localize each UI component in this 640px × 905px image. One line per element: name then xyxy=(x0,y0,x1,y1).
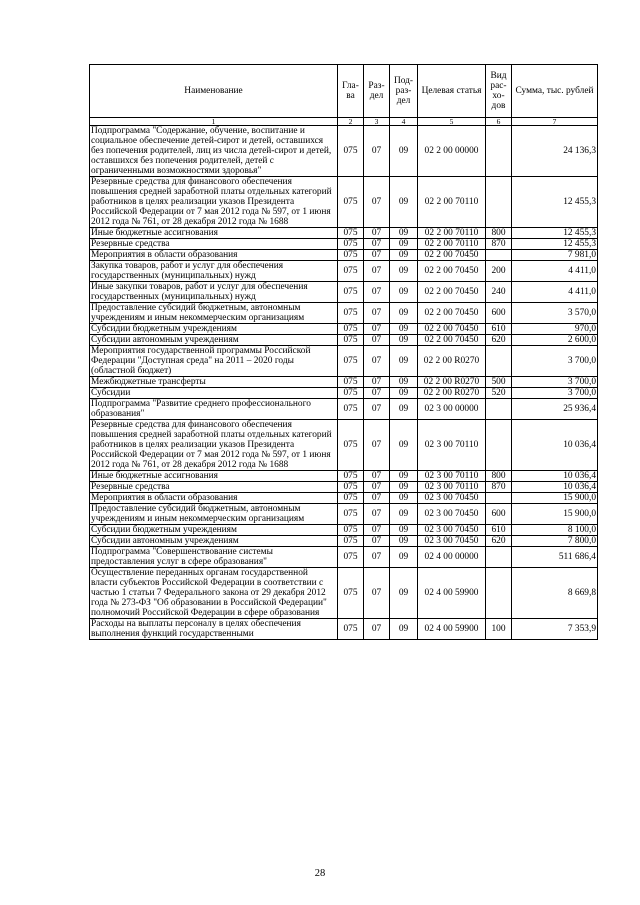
row-sum-cell: 10 036,4 xyxy=(512,482,598,493)
row-subsection-cell: 09 xyxy=(390,493,418,504)
table-row xyxy=(90,303,598,324)
row-subsection-cell: 09 xyxy=(390,377,418,388)
row-sum-cell: 15 900,0 xyxy=(512,504,598,525)
table-row xyxy=(90,568,598,619)
header-sum: Сумма, тыс. рублей xyxy=(512,65,598,118)
header-chapter: Гла-ва xyxy=(338,65,364,118)
row-sum-cell: 7 981,0 xyxy=(512,250,598,261)
row-section-cell: 07 xyxy=(364,346,390,377)
row-expense-type-cell: 200 xyxy=(486,261,512,282)
row-target-cell: 02 2 00 R0270 xyxy=(418,346,486,377)
column-number: 1 xyxy=(90,118,338,126)
row-subsection-cell: 09 xyxy=(390,536,418,547)
row-section-cell: 07 xyxy=(364,282,390,303)
row-sum-cell: 10 036,4 xyxy=(512,420,598,471)
row-name-cell: Иные закупки товаров, работ и услуг для обеспечения государственных (муниципальных) нужд xyxy=(90,282,338,303)
column-number: 4 xyxy=(390,118,418,126)
header-target: Целевая статья xyxy=(418,65,486,118)
row-sum-cell: 3 700,0 xyxy=(512,377,598,388)
row-subsection-cell: 09 xyxy=(390,346,418,377)
row-target-cell: 02 3 00 70110 xyxy=(418,482,486,493)
row-expense-type-cell: 610 xyxy=(486,324,512,335)
row-target-cell: 02 3 00 70450 xyxy=(418,536,486,547)
row-expense-type-cell xyxy=(486,568,512,619)
table-row xyxy=(90,324,598,335)
row-sum-cell: 3 700,0 xyxy=(512,388,598,399)
table-row xyxy=(90,504,598,525)
row-target-cell: 02 3 00 70450 xyxy=(418,504,486,525)
row-subsection-cell: 09 xyxy=(390,239,418,250)
table-row xyxy=(90,471,598,482)
row-expense-type-cell xyxy=(486,126,512,177)
row-subsection-cell: 09 xyxy=(390,547,418,568)
row-target-cell: 02 3 00 70450 xyxy=(418,525,486,536)
row-name-cell: Подпрограмма "Развитие среднего профессионального образования" xyxy=(90,399,338,420)
table-row xyxy=(90,482,598,493)
row-target-cell: 02 2 00 70450 xyxy=(418,324,486,335)
row-chapter-cell: 075 xyxy=(338,261,364,282)
row-name-cell: Мероприятия в области образования xyxy=(90,250,338,261)
row-sum-cell: 24 136,3 xyxy=(512,126,598,177)
table-row xyxy=(90,177,598,228)
row-name-cell: Расходы на выплаты персоналу в целях обеспечения выполнения функций государственными xyxy=(90,619,338,640)
row-chapter-cell: 075 xyxy=(338,346,364,377)
row-target-cell: 02 2 00 70450 xyxy=(418,261,486,282)
row-chapter-cell: 075 xyxy=(338,420,364,471)
row-section-cell: 07 xyxy=(364,303,390,324)
row-subsection-cell: 09 xyxy=(390,420,418,471)
table-row xyxy=(90,493,598,504)
row-chapter-cell: 075 xyxy=(338,239,364,250)
row-target-cell: 02 4 00 59900 xyxy=(418,619,486,640)
row-name-cell: Подпрограмма "Совершенствование системы предоставления услуг в сфере образования" xyxy=(90,547,338,568)
row-section-cell: 07 xyxy=(364,399,390,420)
row-name-cell: Субсидии автономным учреждениям xyxy=(90,536,338,547)
row-chapter-cell: 075 xyxy=(338,303,364,324)
header-row xyxy=(90,65,598,118)
row-name-cell: Подпрограмма "Содержание, обучение, воспитание и социальное обеспечение детей-сирот и детей, оставшихся без попечения родителей, лиц из числа детей-сирот и детей, оставшихся без попечения родителей, детей с ограниченными возможностями здоровья" xyxy=(90,126,338,177)
row-target-cell: 02 2 00 70450 xyxy=(418,303,486,324)
row-section-cell: 07 xyxy=(364,377,390,388)
row-section-cell: 07 xyxy=(364,324,390,335)
row-name-cell: Закупка товаров, работ и услуг для обеспечения государственных (муниципальных) нужд xyxy=(90,261,338,282)
row-subsection-cell: 09 xyxy=(390,261,418,282)
row-name-cell: Резервные средства для финансового обеспечения повышения средней заработной платы отдельных категорий работников в целях реализации указов Президента Российской Федерации от 7 мая 2012 года № 597, от 1 июня 2012 года № 761, от 28 декабря 2012 года № 1688 xyxy=(90,420,338,471)
row-name-cell: Мероприятия в области образования xyxy=(90,493,338,504)
table-row xyxy=(90,228,598,239)
table-row xyxy=(90,619,598,640)
table-row xyxy=(90,536,598,547)
row-subsection-cell: 09 xyxy=(390,177,418,228)
row-section-cell: 07 xyxy=(364,547,390,568)
row-chapter-cell: 075 xyxy=(338,126,364,177)
row-subsection-cell: 09 xyxy=(390,335,418,346)
table-row xyxy=(90,250,598,261)
row-sum-cell: 12 455,3 xyxy=(512,177,598,228)
row-name-cell: Предоставление субсидий бюджетным, автономным учреждениям и иным некоммерческим организациям xyxy=(90,303,338,324)
row-section-cell: 07 xyxy=(364,250,390,261)
row-sum-cell: 15 900,0 xyxy=(512,493,598,504)
row-target-cell: 02 2 00 70110 xyxy=(418,239,486,250)
row-subsection-cell: 09 xyxy=(390,504,418,525)
row-name-cell: Иные бюджетные ассигнования xyxy=(90,228,338,239)
row-section-cell: 07 xyxy=(364,504,390,525)
row-sum-cell: 4 411,0 xyxy=(512,261,598,282)
row-target-cell: 02 3 00 00000 xyxy=(418,399,486,420)
row-section-cell: 07 xyxy=(364,482,390,493)
row-chapter-cell: 075 xyxy=(338,228,364,239)
column-number: 5 xyxy=(418,118,486,126)
table-row xyxy=(90,547,598,568)
row-chapter-cell: 075 xyxy=(338,471,364,482)
table-row xyxy=(90,261,598,282)
row-subsection-cell: 09 xyxy=(390,250,418,261)
row-name-cell: Резервные средства xyxy=(90,482,338,493)
table-row xyxy=(90,346,598,377)
row-subsection-cell: 09 xyxy=(390,324,418,335)
row-subsection-cell: 09 xyxy=(390,471,418,482)
row-subsection-cell: 09 xyxy=(390,619,418,640)
row-chapter-cell: 075 xyxy=(338,547,364,568)
column-number: 2 xyxy=(338,118,364,126)
row-expense-type-cell: 100 xyxy=(486,619,512,640)
row-chapter-cell: 075 xyxy=(338,504,364,525)
row-chapter-cell: 075 xyxy=(338,619,364,640)
column-number: 7 xyxy=(512,118,598,126)
row-expense-type-cell xyxy=(486,399,512,420)
row-name-cell: Межбюджетные трансферты xyxy=(90,377,338,388)
row-name-cell: Осуществление переданных органам государственной власти субъектов Российской Федерации в соответствии с частью 1 статьи 7 Федерального закона от 29 декабря 2012 года № 273-ФЗ "Об образовании в Российской Федерации" полномочий Российской Федерации в сфере образования xyxy=(90,568,338,619)
row-chapter-cell: 075 xyxy=(338,525,364,536)
row-chapter-cell: 075 xyxy=(338,482,364,493)
row-subsection-cell: 09 xyxy=(390,568,418,619)
row-sum-cell: 8 669,8 xyxy=(512,568,598,619)
row-target-cell: 02 3 00 70110 xyxy=(418,420,486,471)
column-number-row xyxy=(90,118,598,126)
row-subsection-cell: 09 xyxy=(390,399,418,420)
row-section-cell: 07 xyxy=(364,126,390,177)
row-expense-type-cell xyxy=(486,250,512,261)
row-target-cell: 02 2 00 70450 xyxy=(418,250,486,261)
row-name-cell: Субсидии бюджетным учреждениям xyxy=(90,525,338,536)
row-target-cell: 02 2 00 00000 xyxy=(418,126,486,177)
row-section-cell: 07 xyxy=(364,525,390,536)
row-expense-type-cell xyxy=(486,346,512,377)
row-expense-type-cell: 240 xyxy=(486,282,512,303)
row-expense-type-cell: 500 xyxy=(486,377,512,388)
row-section-cell: 07 xyxy=(364,228,390,239)
row-chapter-cell: 075 xyxy=(338,388,364,399)
row-section-cell: 07 xyxy=(364,420,390,471)
row-sum-cell: 3 570,0 xyxy=(512,303,598,324)
row-expense-type-cell: 870 xyxy=(486,482,512,493)
row-subsection-cell: 09 xyxy=(390,126,418,177)
row-sum-cell: 7 800,0 xyxy=(512,536,598,547)
row-target-cell: 02 2 00 R0270 xyxy=(418,388,486,399)
row-expense-type-cell: 520 xyxy=(486,388,512,399)
row-expense-type-cell xyxy=(486,177,512,228)
table-row xyxy=(90,420,598,471)
table-row xyxy=(90,377,598,388)
table-row xyxy=(90,239,598,250)
row-name-cell: Субсидии бюджетным учреждениям xyxy=(90,324,338,335)
row-chapter-cell: 075 xyxy=(338,493,364,504)
table-row xyxy=(90,388,598,399)
row-subsection-cell: 09 xyxy=(390,228,418,239)
row-chapter-cell: 075 xyxy=(338,324,364,335)
row-subsection-cell: 09 xyxy=(390,525,418,536)
row-chapter-cell: 075 xyxy=(338,177,364,228)
row-target-cell: 02 2 00 70450 xyxy=(418,335,486,346)
row-target-cell: 02 3 00 70110 xyxy=(418,471,486,482)
row-expense-type-cell: 620 xyxy=(486,335,512,346)
column-number: 3 xyxy=(364,118,390,126)
row-target-cell: 02 2 00 70450 xyxy=(418,282,486,303)
row-sum-cell: 7 353,9 xyxy=(512,619,598,640)
row-expense-type-cell xyxy=(486,547,512,568)
row-chapter-cell: 075 xyxy=(338,568,364,619)
row-sum-cell: 970,0 xyxy=(512,324,598,335)
row-section-cell: 07 xyxy=(364,335,390,346)
row-section-cell: 07 xyxy=(364,239,390,250)
row-expense-type-cell xyxy=(486,420,512,471)
row-chapter-cell: 075 xyxy=(338,536,364,547)
row-section-cell: 07 xyxy=(364,536,390,547)
row-target-cell: 02 4 00 59900 xyxy=(418,568,486,619)
row-target-cell: 02 2 00 70110 xyxy=(418,228,486,239)
table-body xyxy=(90,126,598,640)
row-section-cell: 07 xyxy=(364,177,390,228)
row-sum-cell: 3 700,0 xyxy=(512,346,598,377)
row-section-cell: 07 xyxy=(364,471,390,482)
header-subsection: Под-раз-дел xyxy=(390,65,418,118)
row-sum-cell: 4 411,0 xyxy=(512,282,598,303)
header-expense-type: Вид рас-хо-дов xyxy=(486,65,512,118)
row-name-cell: Резервные средства xyxy=(90,239,338,250)
row-expense-type-cell xyxy=(486,493,512,504)
row-chapter-cell: 075 xyxy=(338,250,364,261)
row-target-cell: 02 2 00 R0270 xyxy=(418,377,486,388)
row-chapter-cell: 075 xyxy=(338,399,364,420)
page-number: 28 xyxy=(314,868,326,879)
row-expense-type-cell: 600 xyxy=(486,303,512,324)
row-expense-type-cell: 600 xyxy=(486,504,512,525)
row-name-cell: Предоставление субсидий бюджетным, автономным учреждениям и иным некоммерческим организациям xyxy=(90,504,338,525)
row-sum-cell: 12 455,3 xyxy=(512,239,598,250)
row-name-cell: Мероприятия государственной программы Российской Федерации "Доступная среда" на 2011 – 2020 годы (областной бюджет) xyxy=(90,346,338,377)
row-name-cell: Субсидии xyxy=(90,388,338,399)
row-sum-cell: 10 036,4 xyxy=(512,471,598,482)
row-subsection-cell: 09 xyxy=(390,482,418,493)
row-subsection-cell: 09 xyxy=(390,303,418,324)
row-chapter-cell: 075 xyxy=(338,335,364,346)
row-chapter-cell: 075 xyxy=(338,282,364,303)
row-name-cell: Субсидии автономным учреждениям xyxy=(90,335,338,346)
budget-table xyxy=(89,64,598,640)
row-sum-cell: 12 455,3 xyxy=(512,228,598,239)
row-subsection-cell: 09 xyxy=(390,388,418,399)
header-section: Раз-дел xyxy=(364,65,390,118)
row-name-cell: Резервные средства для финансового обеспечения повышения средней заработной платы отдельных категорий работников в целях реализации указов Президента Российской Федерации от 7 мая 2012 года № 597, от 1 июня 2012 года № 761, от 28 декабря 2012 года № 1688 xyxy=(90,177,338,228)
column-number: 6 xyxy=(486,118,512,126)
row-subsection-cell: 09 xyxy=(390,282,418,303)
row-section-cell: 07 xyxy=(364,493,390,504)
row-sum-cell: 2 600,0 xyxy=(512,335,598,346)
table-row xyxy=(90,282,598,303)
row-expense-type-cell: 610 xyxy=(486,525,512,536)
row-expense-type-cell: 620 xyxy=(486,536,512,547)
row-target-cell: 02 2 00 70110 xyxy=(418,177,486,228)
row-section-cell: 07 xyxy=(364,388,390,399)
row-expense-type-cell: 800 xyxy=(486,471,512,482)
header-name: Наименование xyxy=(90,65,338,118)
row-sum-cell: 8 100,0 xyxy=(512,525,598,536)
table-row xyxy=(90,399,598,420)
row-section-cell: 07 xyxy=(364,619,390,640)
row-sum-cell: 25 936,4 xyxy=(512,399,598,420)
row-expense-type-cell: 870 xyxy=(486,239,512,250)
row-target-cell: 02 3 00 70450 xyxy=(418,493,486,504)
row-chapter-cell: 075 xyxy=(338,377,364,388)
row-name-cell: Иные бюджетные ассигнования xyxy=(90,471,338,482)
row-section-cell: 07 xyxy=(364,261,390,282)
table-row xyxy=(90,126,598,177)
table-row xyxy=(90,335,598,346)
row-section-cell: 07 xyxy=(364,568,390,619)
row-expense-type-cell: 800 xyxy=(486,228,512,239)
table-row xyxy=(90,525,598,536)
row-target-cell: 02 4 00 00000 xyxy=(418,547,486,568)
row-sum-cell: 511 686,4 xyxy=(512,547,598,568)
